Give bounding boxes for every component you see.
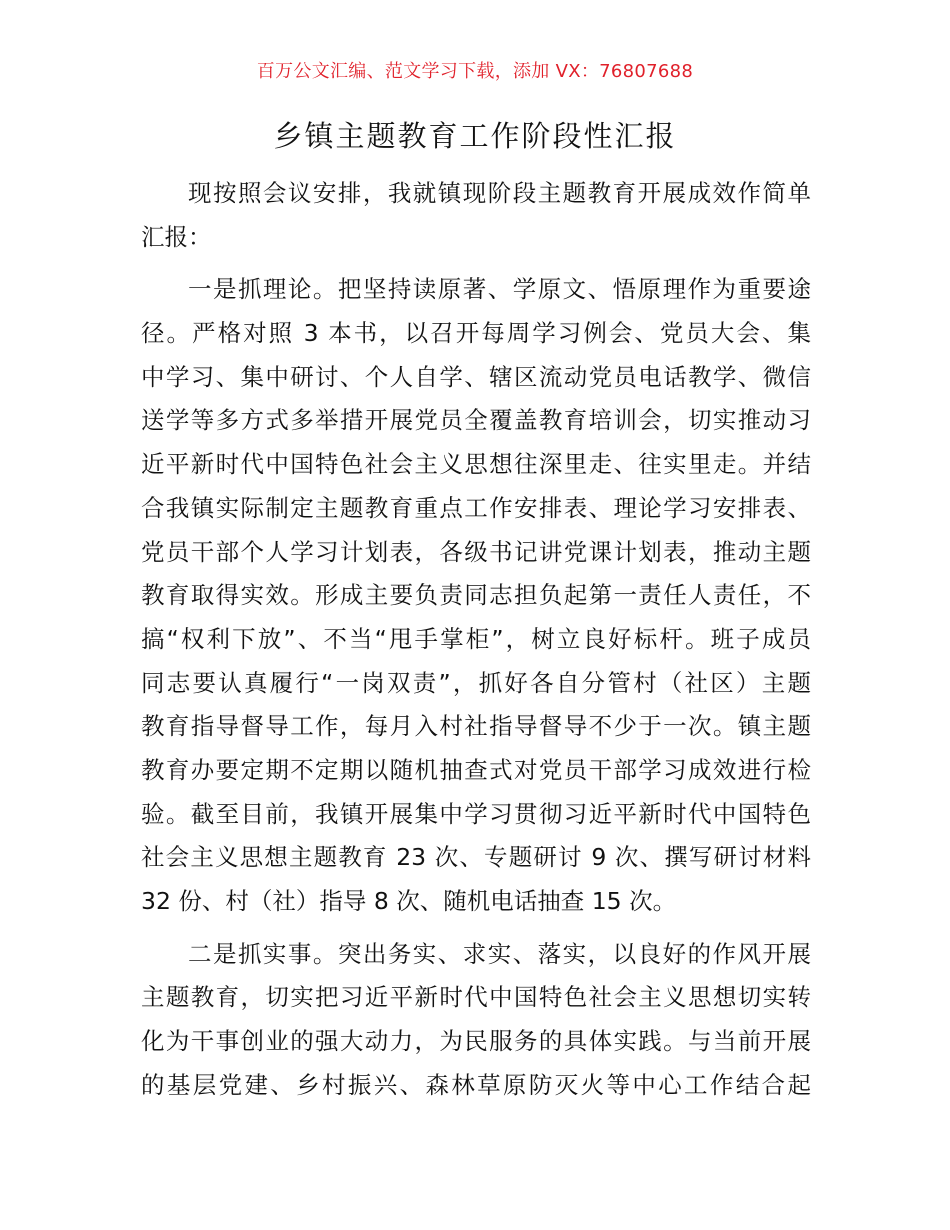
paragraph-line: 二是抓实事。突出务实、求实、落实，以良好的作风开展	[188, 939, 811, 968]
paragraph-line: 主题教育，切实把习近平新时代中国特色社会主义思想切实转	[141, 983, 811, 1012]
paragraph-line: 党员干部个人学习计划表，各级书记讲党课计划表，推动主题	[141, 537, 811, 566]
paragraph-line: 社会主义思想主题教育 23 次、专题研讨 9 次、撰写研讨材料	[141, 843, 811, 872]
paragraph	[141, 268, 811, 923]
paragraph-line: 近平新时代中国特色社会主义思想往深里走、往实里走。并结	[141, 450, 811, 479]
paragraph-line: 一是抓理论。把坚持读原著、学原文、悟原理作为重要途	[188, 275, 811, 304]
paragraph-line: 教育取得实效。形成主要负责同志担负起第一责任人责任，不	[141, 581, 811, 610]
document-title: 乡镇主题教育工作阶段性汇报	[273, 119, 677, 153]
paragraph-line: 化为干事创业的强大动力，为民服务的具体实践。与当前开展	[141, 1027, 811, 1056]
paragraph-line: 汇报：	[141, 222, 212, 251]
paragraph	[141, 172, 811, 259]
document-body	[141, 172, 811, 1107]
paragraph	[141, 933, 811, 1108]
paragraph-line: 搞“权利下放”、不当“甩手掌柜”，树立良好标杆。班子成员	[141, 624, 811, 653]
paragraph-line: 的基层党建、乡村振兴、森林草原防灭火等中心工作结合起	[141, 1070, 811, 1099]
paragraph-line: 教育指导督导工作，每月入村社指导督导不少于一次。镇主题	[141, 712, 811, 741]
paragraph-line: 教育办要定期不定期以随机抽查式对党员干部学习成效进行检	[141, 755, 811, 784]
paragraph-line: 32 份、村（社）指导 8 次、随机电话抽查 15 次。	[141, 887, 677, 915]
watermark-banner: 百万公文汇编、范文学习下载，添加 VX：76807688	[256, 61, 694, 82]
paragraph-line: 送学等多方式多举措开展党员全覆盖教育培训会，切实推动习	[141, 406, 811, 435]
paragraph-line: 验。截至目前，我镇开展集中学习贯彻习近平新时代中国特色	[141, 799, 811, 828]
paragraph-line: 中学习、集中研讨、个人自学、辖区流动党员电话教学、微信	[141, 362, 811, 391]
paragraph-line: 现按照会议安排，我就镇现阶段主题教育开展成效作简单	[188, 179, 811, 207]
paragraph-line: 合我镇实际制定主题教育重点工作安排表、理论学习安排表、	[141, 493, 811, 522]
paragraph-line: 同志要认真履行“一岗双责”，抓好各自分管村（社区）主题	[141, 668, 811, 697]
paragraph-line: 径。严格对照 3 本书，以召开每周学习例会、党员大会、集	[141, 319, 811, 348]
